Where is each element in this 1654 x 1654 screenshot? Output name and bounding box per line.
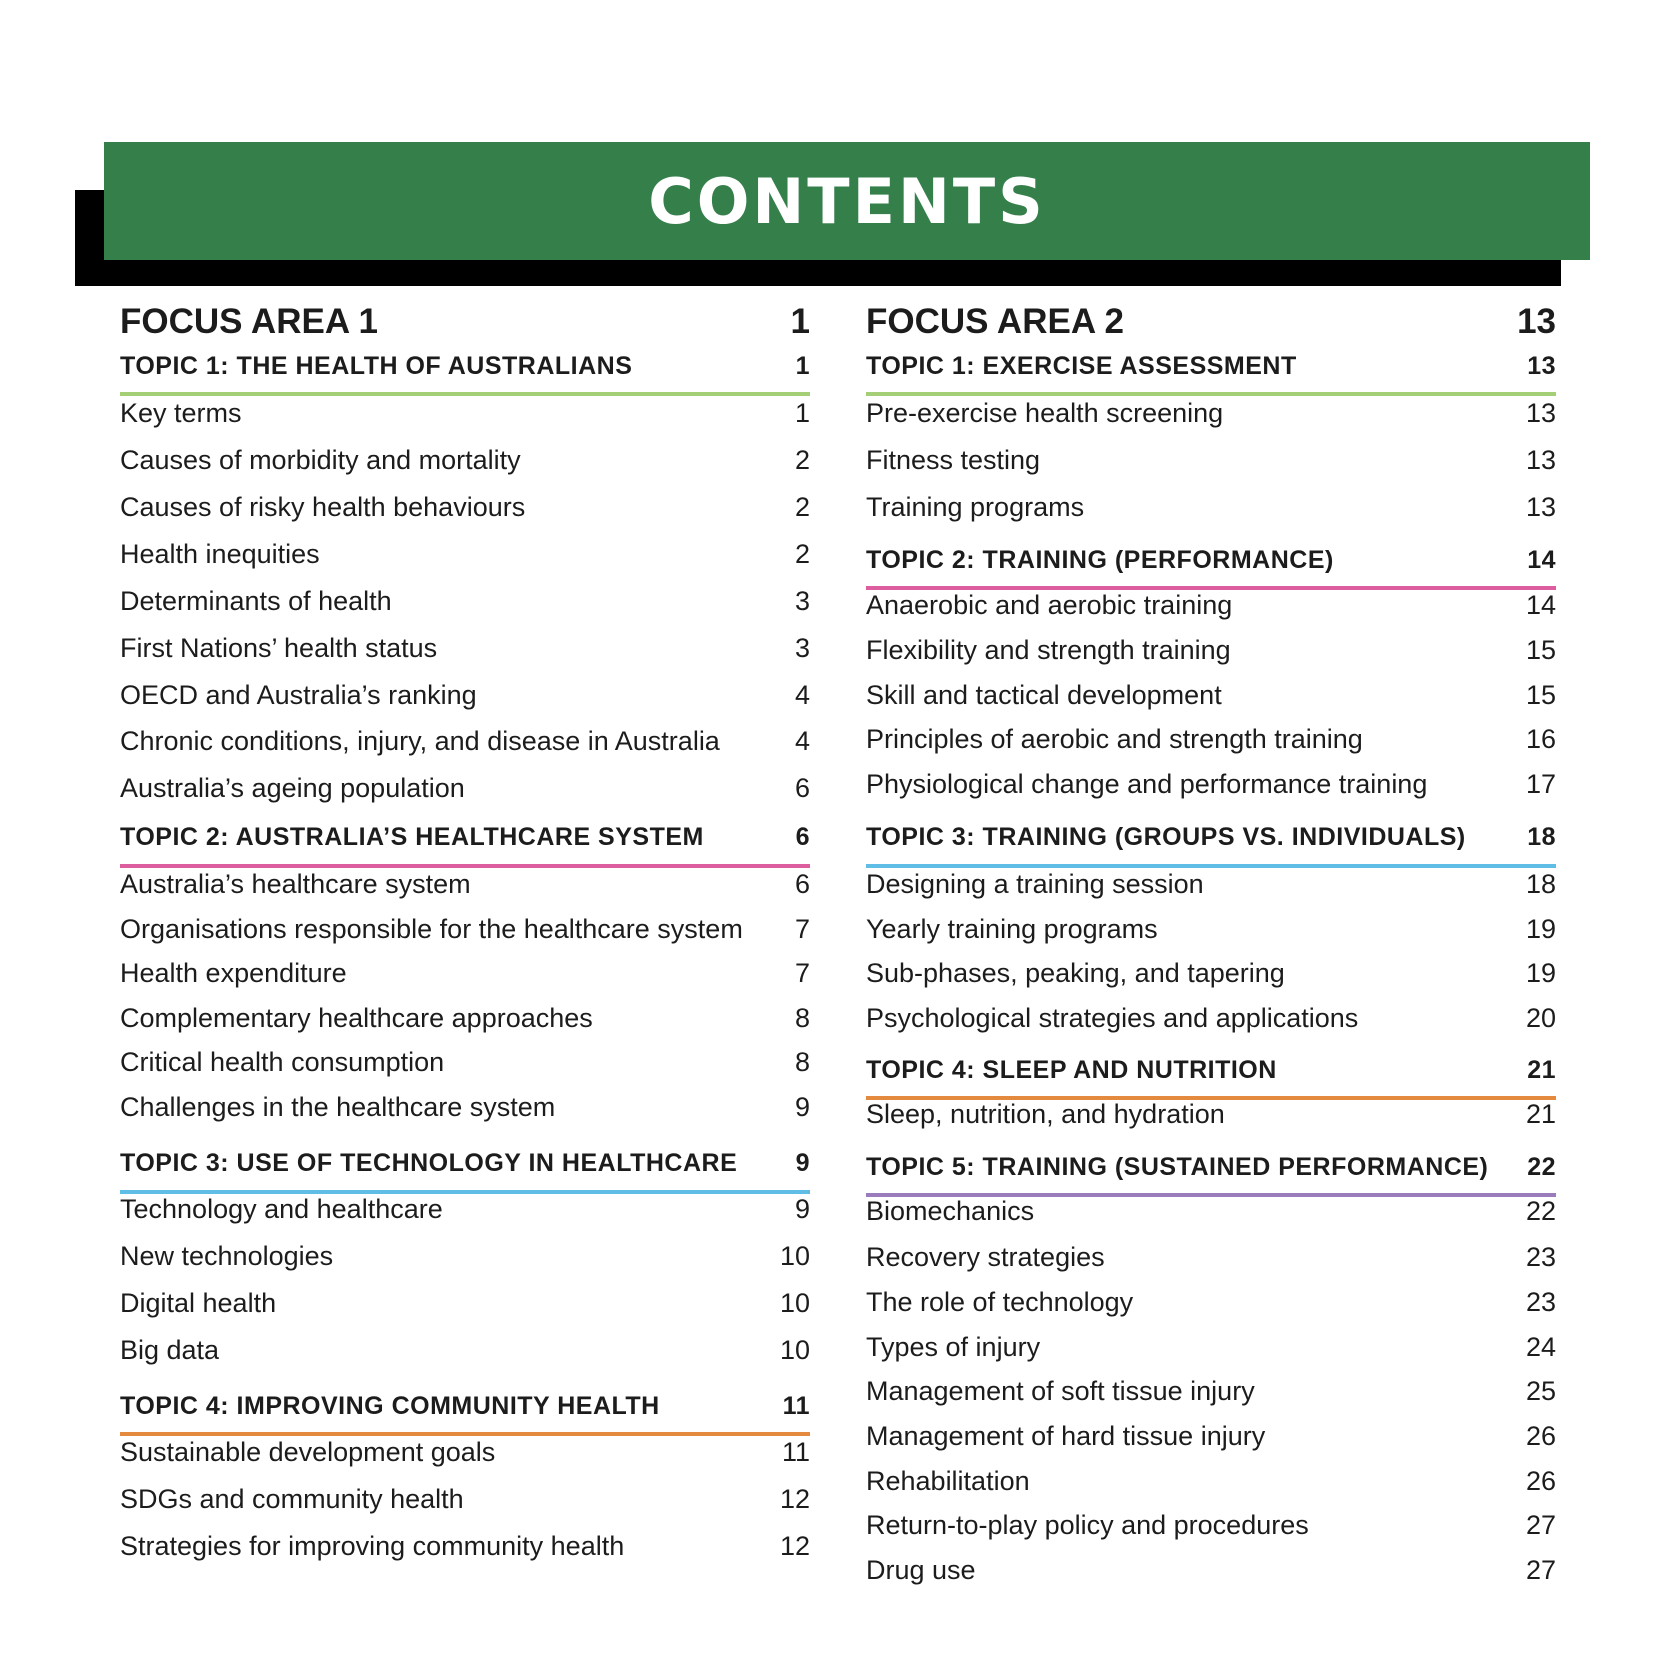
toc-entry[interactable] — [866, 590, 1556, 621]
toc-entry-page-number: 26 — [1525, 1466, 1556, 1496]
focus-area-2-heading-page-number: 13 — [1517, 302, 1556, 341]
topic-3-underline — [866, 864, 1556, 868]
toc-entry-page-number: 10 — [779, 1288, 810, 1318]
toc-entry[interactable] — [866, 1466, 1556, 1497]
toc-entry-label: Training programs — [866, 492, 1085, 522]
topic-5-heading[interactable] — [866, 1153, 1556, 1186]
toc-entry[interactable] — [120, 1484, 810, 1515]
toc-entry-label: The role of technology — [866, 1287, 1134, 1317]
toc-entry-page-number: 21 — [1525, 1099, 1556, 1129]
topic-2-underline — [120, 864, 810, 868]
toc-entry-page-number: 22 — [1525, 1196, 1556, 1226]
toc-entry-label: Challenges in the healthcare system — [120, 1092, 556, 1122]
toc-entry-page-number: 14 — [1525, 590, 1556, 620]
toc-entry-page-number: 23 — [1525, 1242, 1556, 1272]
toc-entry-page-number: 10 — [779, 1241, 810, 1271]
toc-entry[interactable] — [866, 1332, 1556, 1363]
toc-entry-label: Management of hard tissue injury — [866, 1421, 1266, 1451]
contents-banner — [104, 142, 1590, 260]
toc-entry-page-number: 12 — [779, 1484, 810, 1514]
toc-entry-page-number: 6 — [794, 869, 810, 899]
toc-entry-label: Digital health — [120, 1288, 277, 1318]
topic-1-heading-label: TOPIC 1: EXERCISE ASSESSMENT — [866, 352, 1297, 380]
toc-entry-page-number: 24 — [1525, 1332, 1556, 1362]
toc-entry[interactable] — [866, 1099, 1556, 1130]
toc-entry-page-number: 26 — [1525, 1421, 1556, 1451]
toc-entry[interactable] — [866, 769, 1556, 800]
toc-entry-label: Physiological change and performance training — [866, 769, 1428, 799]
toc-entry[interactable] — [866, 724, 1556, 755]
focus-area-2-heading[interactable] — [866, 302, 1556, 342]
toc-entry[interactable] — [120, 633, 810, 664]
toc-entry[interactable] — [866, 635, 1556, 666]
toc-entry-label: Anaerobic and aerobic training — [866, 590, 1233, 620]
toc-entry-label: Health inequities — [120, 539, 320, 569]
toc-entry[interactable] — [120, 539, 810, 570]
toc-entry-page-number: 13 — [1525, 492, 1556, 522]
toc-entry[interactable] — [120, 1194, 810, 1225]
toc-entry[interactable] — [120, 492, 810, 523]
toc-entry[interactable] — [120, 869, 810, 900]
toc-entry-label: Causes of morbidity and mortality — [120, 445, 521, 475]
focus-area-1-heading-page-number: 1 — [790, 302, 810, 341]
toc-entry-page-number: 2 — [794, 539, 810, 569]
topic-4-underline — [120, 1432, 810, 1436]
toc-entry-label: Key terms — [120, 398, 242, 428]
topic-3-heading-page-number: 9 — [795, 1149, 810, 1177]
toc-entry-page-number: 8 — [794, 1047, 810, 1077]
toc-entry-label: First Nations’ health status — [120, 633, 438, 663]
toc-entry-label: Recovery strategies — [866, 1242, 1105, 1272]
toc-entry-page-number: 18 — [1525, 869, 1556, 899]
toc-entry[interactable] — [120, 586, 810, 617]
toc-entry-label: Health expenditure — [120, 958, 347, 988]
toc-entry-label: Sustainable development goals — [120, 1437, 496, 1467]
toc-entry[interactable] — [866, 680, 1556, 711]
topic-5-heading-page-number: 22 — [1527, 1153, 1556, 1181]
toc-entry-page-number: 19 — [1525, 914, 1556, 944]
toc-entry-label: Pre-exercise health screening — [866, 398, 1224, 428]
topic-2-heading-page-number: 14 — [1527, 546, 1556, 574]
topic-4-heading-label: TOPIC 4: SLEEP AND NUTRITION — [866, 1056, 1277, 1084]
toc-entry-page-number: 23 — [1525, 1287, 1556, 1317]
topic-1-underline — [120, 392, 810, 396]
toc-entry[interactable] — [120, 445, 810, 476]
toc-entry-label: Big data — [120, 1335, 220, 1365]
toc-entry[interactable] — [120, 1003, 810, 1034]
toc-entry-label: Chronic conditions, injury, and disease in Australia — [120, 726, 720, 756]
toc-entry-page-number: 20 — [1525, 1003, 1556, 1033]
toc-entry[interactable] — [866, 1510, 1556, 1541]
toc-entry[interactable] — [120, 1437, 810, 1468]
topic-3-heading[interactable] — [120, 1149, 810, 1182]
topic-2-heading-label: TOPIC 2: AUSTRALIA’S HEALTHCARE SYSTEM — [120, 823, 704, 851]
toc-entry-page-number: 16 — [1525, 724, 1556, 754]
toc-entry-label: Biomechanics — [866, 1196, 1035, 1226]
toc-entry-page-number: 27 — [1525, 1555, 1556, 1585]
toc-entry[interactable] — [866, 1196, 1556, 1227]
topic-2-heading[interactable] — [120, 823, 810, 856]
topic-1-heading[interactable] — [866, 352, 1556, 385]
toc-entry[interactable] — [120, 914, 810, 945]
toc-entry-label: Determinants of health — [120, 586, 392, 616]
toc-entry-label: Drug use — [866, 1555, 976, 1585]
topic-2-heading-page-number: 6 — [795, 823, 810, 851]
topic-2-heading-label: TOPIC 2: TRAINING (PERFORMANCE) — [866, 546, 1334, 574]
toc-entry-label: Organisations responsible for the healthcare system — [120, 914, 743, 944]
toc-entry-page-number: 1 — [794, 398, 810, 428]
toc-entry[interactable] — [866, 1242, 1556, 1273]
topic-3-heading-label: TOPIC 3: USE OF TECHNOLOGY IN HEALTHCARE — [120, 1149, 738, 1177]
focus-area-1-heading-label: FOCUS AREA 1 — [120, 302, 378, 341]
toc-entry[interactable] — [120, 1092, 810, 1123]
topic-1-heading-page-number: 13 — [1527, 352, 1556, 380]
toc-entry-page-number: 25 — [1525, 1376, 1556, 1406]
toc-entry-label: Sub-phases, peaking, and tapering — [866, 958, 1285, 988]
toc-entry-page-number: 6 — [794, 773, 810, 803]
toc-entry-label: New technologies — [120, 1241, 334, 1271]
topic-5-heading-label: TOPIC 5: TRAINING (SUSTAINED PERFORMANCE) — [866, 1153, 1489, 1181]
toc-entry-page-number: 11 — [781, 1437, 810, 1467]
topic-4-heading[interactable] — [866, 1056, 1556, 1089]
topic-3-heading-label: TOPIC 3: TRAINING (GROUPS VS. INDIVIDUALS) — [866, 823, 1466, 851]
topic-4-heading[interactable] — [120, 1392, 810, 1425]
toc-entry-label: SDGs and community health — [120, 1484, 464, 1514]
topic-3-heading-page-number: 18 — [1527, 823, 1556, 851]
toc-entry-label: Yearly training programs — [866, 914, 1158, 944]
toc-entry-label: Skill and tactical development — [866, 680, 1222, 710]
topic-1-heading-label: TOPIC 1: THE HEALTH OF AUSTRALIANS — [120, 352, 633, 380]
toc-entry-label: Flexibility and strength training — [866, 635, 1231, 665]
toc-entry[interactable] — [120, 398, 810, 429]
toc-entry-label: Technology and healthcare — [120, 1194, 443, 1224]
toc-entry-page-number: 7 — [794, 958, 810, 988]
toc-entry[interactable] — [866, 958, 1556, 989]
focus-area-2-heading-label: FOCUS AREA 2 — [866, 302, 1124, 341]
toc-entry-label: OECD and Australia’s ranking — [120, 680, 477, 710]
toc-entry-page-number: 4 — [794, 726, 810, 756]
toc-entry[interactable] — [866, 1555, 1556, 1586]
toc-entry[interactable] — [866, 1376, 1556, 1407]
toc-entry[interactable] — [866, 869, 1556, 900]
toc-entry[interactable] — [866, 492, 1556, 523]
toc-entry-page-number: 9 — [794, 1194, 810, 1224]
topic-1-heading[interactable] — [120, 352, 810, 385]
toc-entry-page-number: 15 — [1525, 635, 1556, 665]
toc-entry-label: Strategies for improving community health — [120, 1531, 625, 1561]
toc-entry-page-number: 10 — [779, 1335, 810, 1365]
topic-1-underline — [866, 392, 1556, 396]
topic-4-heading-label: TOPIC 4: IMPROVING COMMUNITY HEALTH — [120, 1392, 660, 1420]
topic-1-heading-page-number: 1 — [795, 352, 810, 380]
toc-entry-page-number: 15 — [1525, 680, 1556, 710]
page-title: CONTENTS — [648, 164, 1046, 238]
toc-entry-page-number: 13 — [1525, 445, 1556, 475]
toc-entry-page-number: 2 — [794, 492, 810, 522]
topic-4-heading-page-number: 21 — [1527, 1056, 1556, 1084]
toc-entry-page-number: 8 — [794, 1003, 810, 1033]
toc-entry-label: Rehabilitation — [866, 1466, 1030, 1496]
toc-entry[interactable] — [866, 1287, 1556, 1318]
toc-entry-label: Principles of aerobic and strength training — [866, 724, 1363, 754]
toc-entry-page-number: 3 — [794, 633, 810, 663]
toc-entry-page-number: 12 — [779, 1531, 810, 1561]
toc-entry[interactable] — [120, 1241, 810, 1272]
toc-entry-page-number: 13 — [1525, 398, 1556, 428]
topic-3-heading[interactable] — [866, 823, 1556, 856]
toc-entry-label: Sleep, nutrition, and hydration — [866, 1099, 1225, 1129]
toc-entry[interactable] — [866, 914, 1556, 945]
toc-entry-label: Complementary healthcare approaches — [120, 1003, 593, 1033]
toc-entry-label: Psychological strategies and applications — [866, 1003, 1359, 1033]
focus-area-1-heading[interactable] — [120, 302, 810, 342]
toc-entry-page-number: 2 — [794, 445, 810, 475]
toc-entry-label: Australia’s ageing population — [120, 773, 465, 803]
toc-entry-label: Causes of risky health behaviours — [120, 492, 526, 522]
toc-entry[interactable] — [866, 1421, 1556, 1452]
toc-entry[interactable] — [120, 726, 810, 757]
toc-entry-label: Critical health consumption — [120, 1047, 445, 1077]
toc-entry-page-number: 9 — [794, 1092, 810, 1122]
toc-entry-page-number: 7 — [794, 914, 810, 944]
topic-2-heading[interactable] — [866, 546, 1556, 579]
toc-entry-page-number: 19 — [1525, 958, 1556, 988]
toc-entry[interactable] — [120, 958, 810, 989]
toc-entry[interactable] — [120, 680, 810, 711]
toc-entry[interactable] — [866, 445, 1556, 476]
toc-entry-label: Types of injury — [866, 1332, 1041, 1362]
toc-entry-page-number: 4 — [794, 680, 810, 710]
toc-entry-label: Australia’s healthcare system — [120, 869, 471, 899]
toc-entry-label: Management of soft tissue injury — [866, 1376, 1255, 1406]
toc-entry[interactable] — [120, 1335, 810, 1366]
toc-entry-label: Return-to-play policy and procedures — [866, 1510, 1309, 1540]
toc-entry-label: Designing a training session — [866, 869, 1204, 899]
toc-entry[interactable] — [120, 1047, 810, 1078]
toc-entry[interactable] — [866, 1003, 1556, 1034]
toc-entry-label: Fitness testing — [866, 445, 1041, 475]
toc-entry-page-number: 3 — [794, 586, 810, 616]
toc-entry[interactable] — [120, 1288, 810, 1319]
topic-4-heading-page-number: 11 — [782, 1392, 810, 1420]
toc-entry[interactable] — [120, 773, 810, 804]
toc-entry[interactable] — [120, 1531, 810, 1562]
toc-entry-page-number: 27 — [1525, 1510, 1556, 1540]
toc-entry-page-number: 17 — [1525, 769, 1556, 799]
toc-entry[interactable] — [866, 398, 1556, 429]
